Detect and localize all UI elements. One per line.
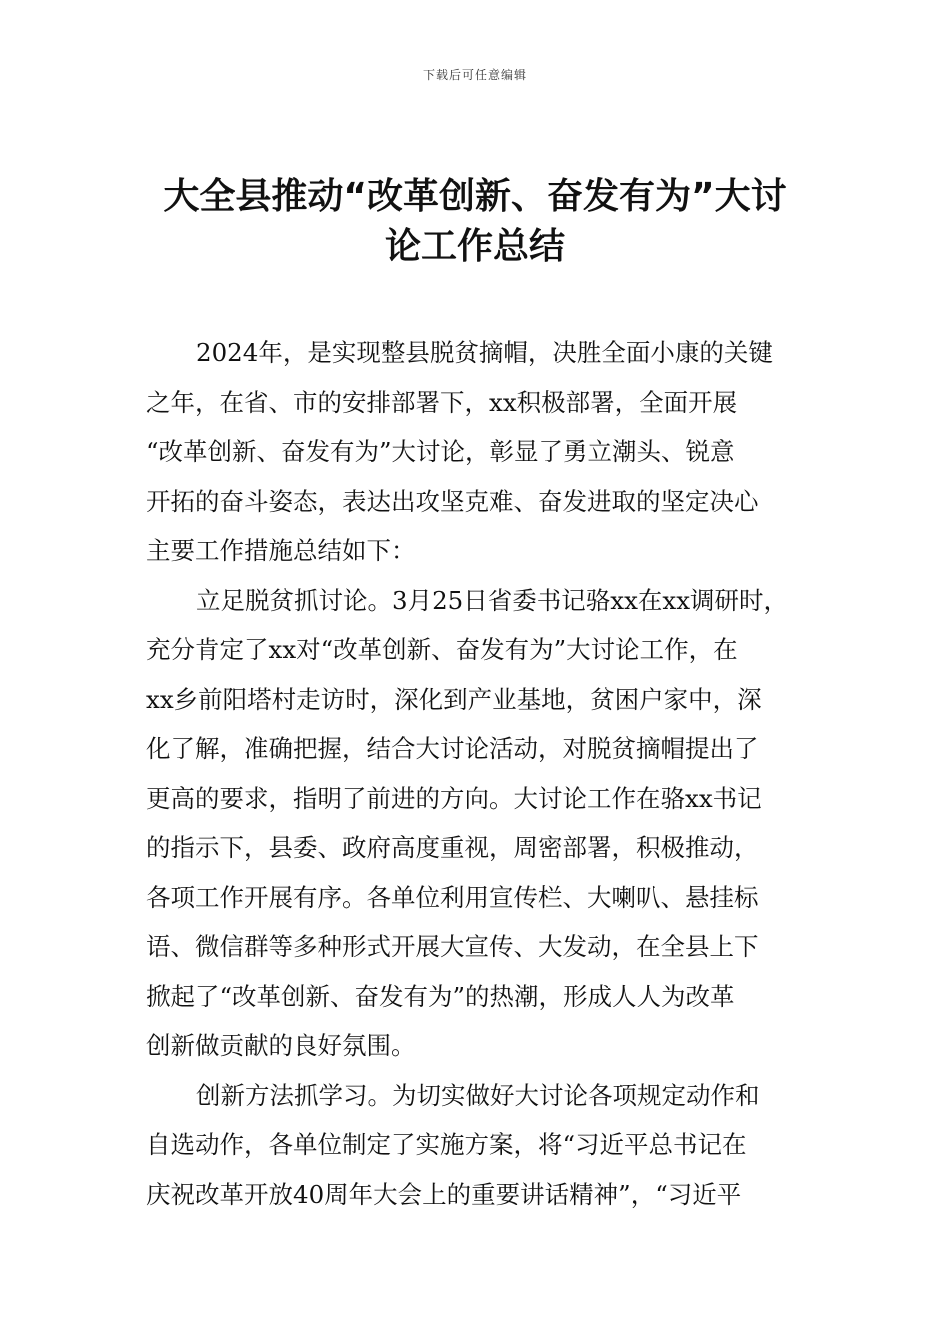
paragraph-poverty-discussion xyxy=(146,576,812,1071)
paragraph-study-methods xyxy=(146,1071,812,1220)
text-line: 之年，在省、市的安排部署下，xx积极部署，全面开展 xyxy=(146,387,738,417)
paragraph-intro xyxy=(146,328,812,576)
text-line: 自选动作，各单位制定了实施方案，将“习近平总书记在 xyxy=(146,1130,747,1159)
document-title xyxy=(140,172,810,272)
text-line: 更高的要求，指明了前进的方向。大讨论工作在骆xx书记 xyxy=(146,783,762,813)
text-line: 立足脱贫抓讨论。3月25日省委书记骆xx在xx调研时， xyxy=(196,585,789,615)
text-line: 创新做贡献的良好氛围。 xyxy=(146,1031,416,1060)
text-line: 创新方法抓学习。为切实做好大讨论各项规定动作和 xyxy=(196,1080,760,1110)
text-line: 各项工作开展有序。各单位利用宣传栏、大喇叭、悬挂标 xyxy=(146,882,759,912)
document-body xyxy=(146,328,812,1219)
text-line: 化了解，准确把握，结合大讨论活动，对脱贫摘帽提出了 xyxy=(146,734,759,763)
text-line: 语、微信群等多种形式开展大宣传、大发动，在全县上下 xyxy=(146,932,759,961)
text-line: 2024年，是实现整县脱贫摘帽，决胜全面小康的关键 xyxy=(196,338,773,367)
text-line: 开拓的奋斗姿态，表达出攻坚克难、奋发进取的坚定决心 xyxy=(146,486,759,516)
text-line: “改革创新、奋发有为”大讨论，彰显了勇立潮头、锐意 xyxy=(146,437,735,466)
text-line: 主要工作措施总结如下： xyxy=(146,536,416,565)
text-line: 掀起了“改革创新、奋发有为”的热潮，形成人人为改革 xyxy=(146,981,735,1011)
title-line: 论工作总结 xyxy=(384,226,565,267)
text-line: 的指示下，县委、政府高度重视，周密部署，积极推动， xyxy=(146,833,759,862)
page-header-note: 下载后可任意编辑 xyxy=(422,68,527,82)
title-line: 大全县推动“改革创新、奋发有为”大讨 xyxy=(163,176,787,217)
text-line: xx乡前阳塔村走访时，深化到产业基地，贫困户家中，深 xyxy=(146,684,762,714)
text-line: 庆祝改革开放40周年大会上的重要讲话精神”，“习近平 xyxy=(146,1179,742,1209)
text-line: 充分肯定了xx对“改革创新、奋发有为”大讨论工作，在 xyxy=(146,635,738,664)
